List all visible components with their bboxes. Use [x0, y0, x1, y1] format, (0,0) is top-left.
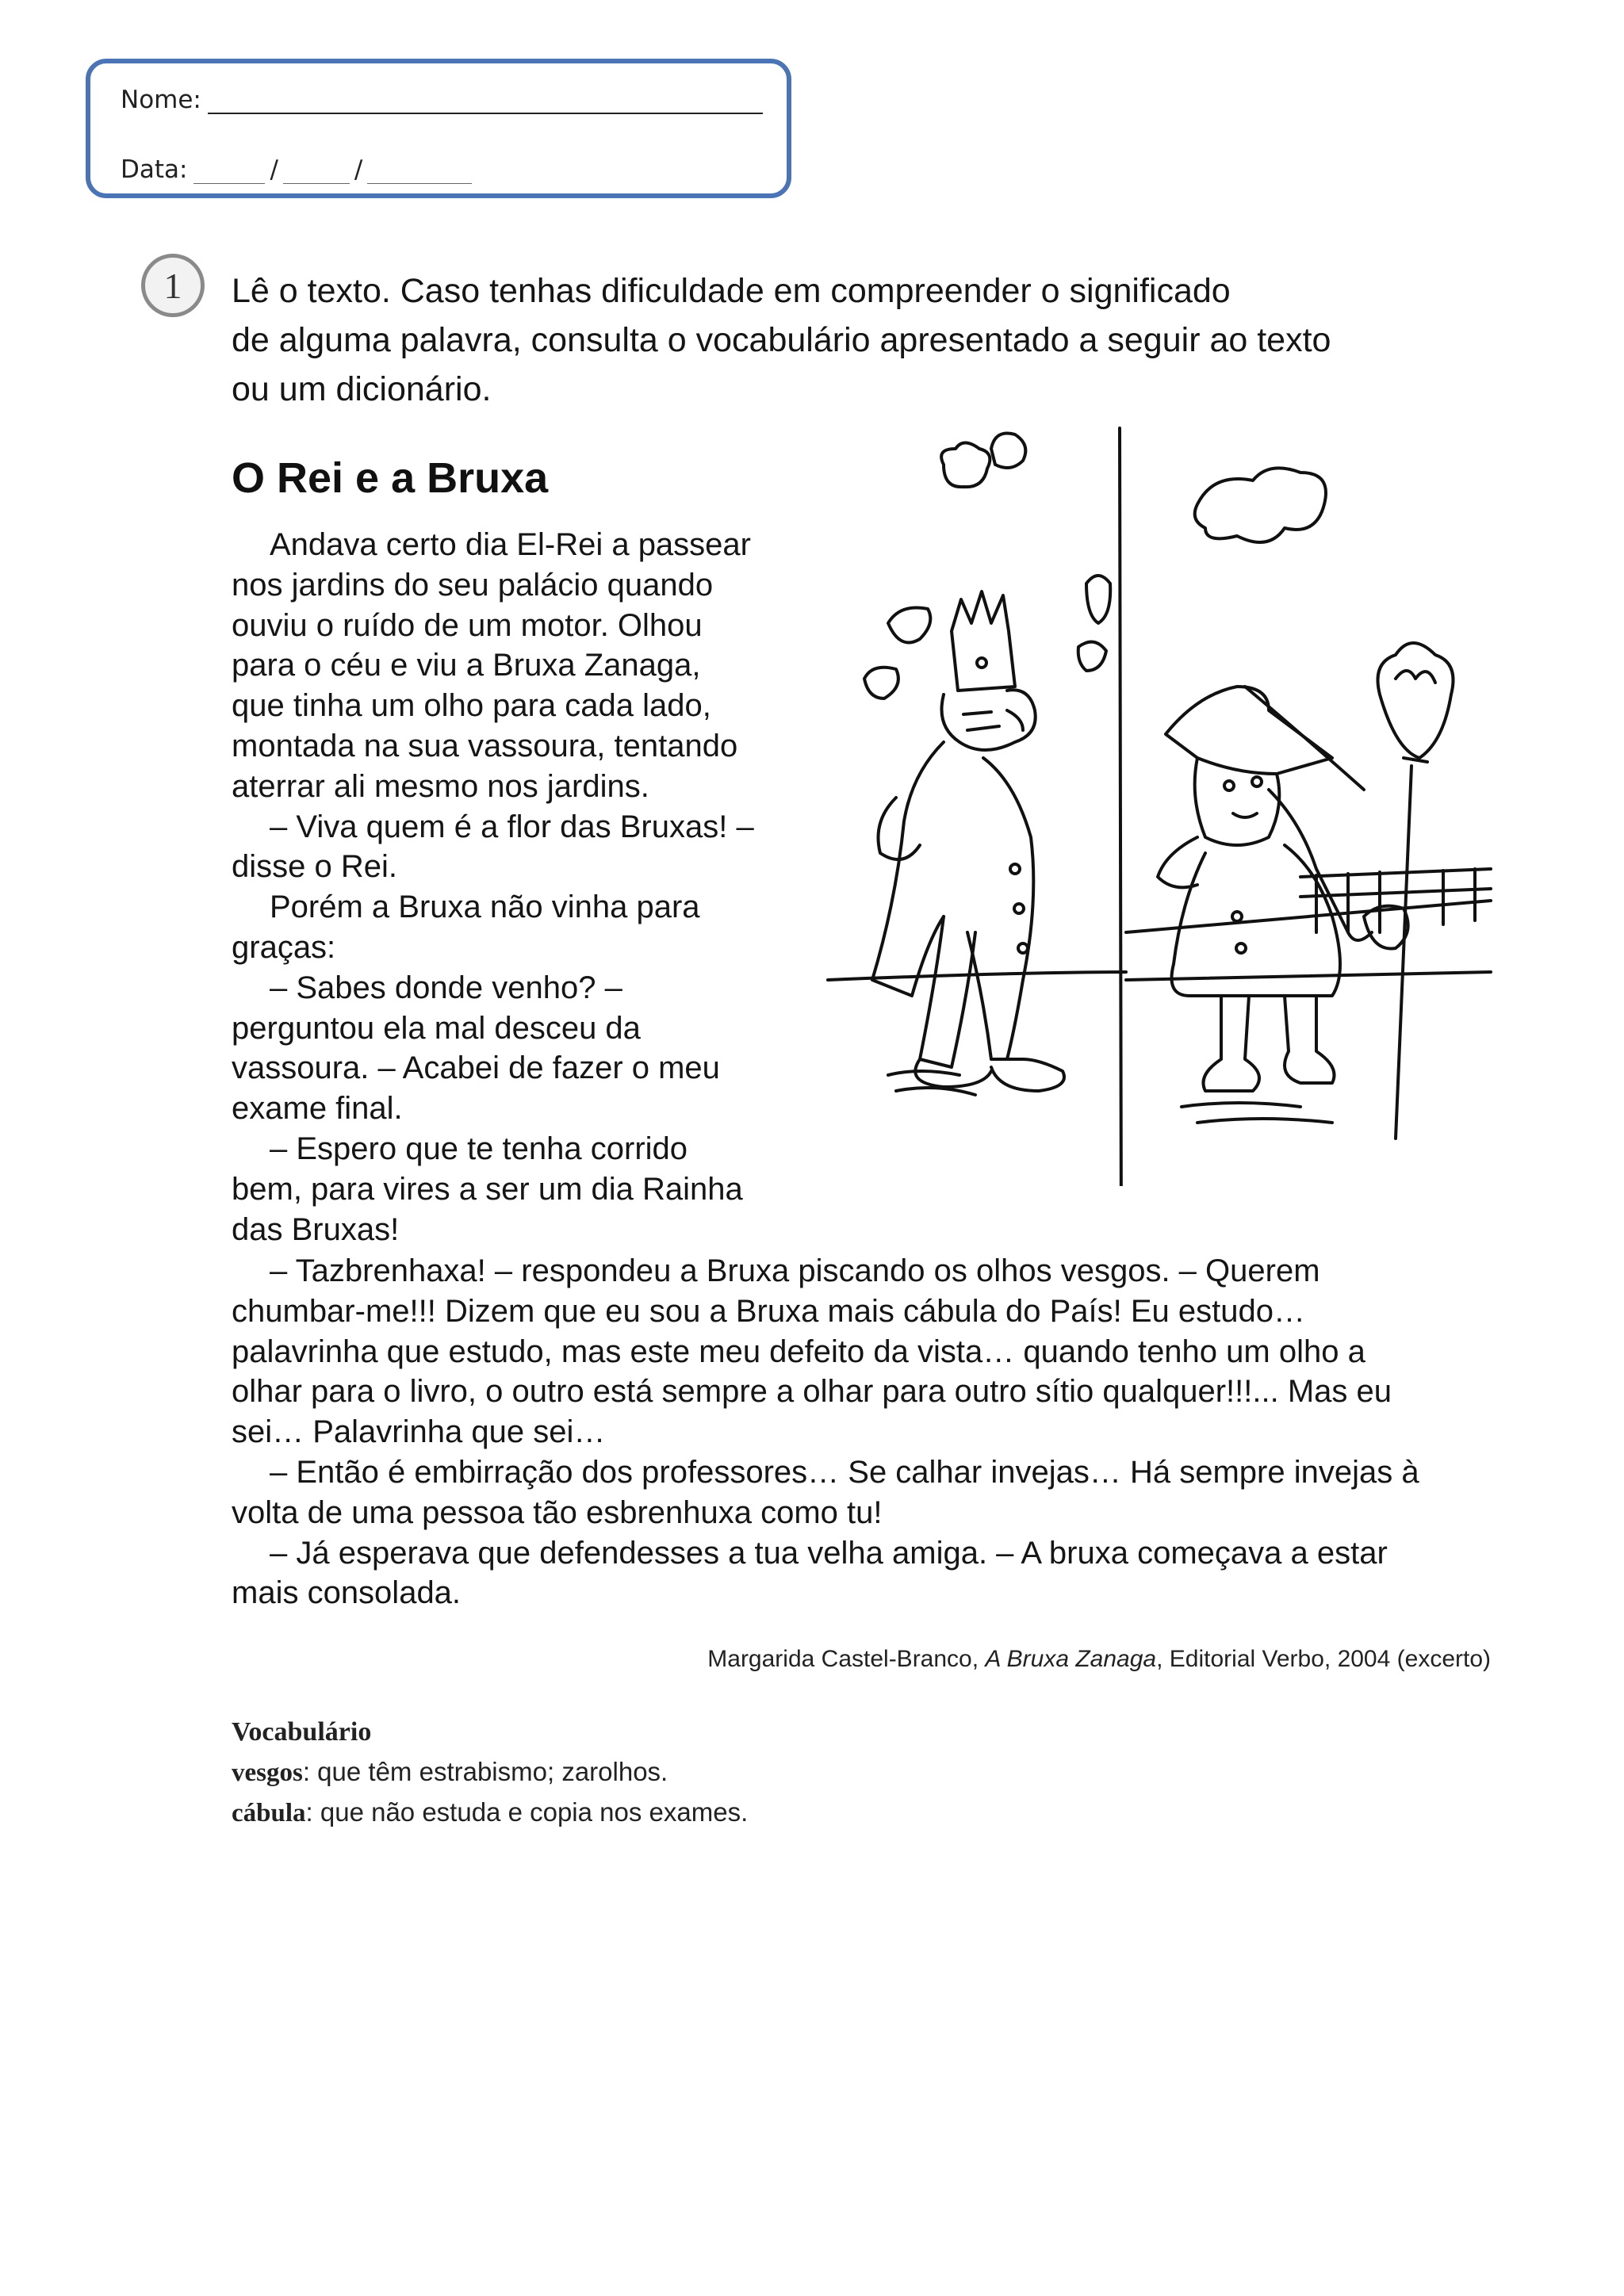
source-publisher: , Editorial Verbo, 2004 (excerto) — [1156, 1646, 1491, 1672]
story-line: para o céu e viu a Bruxa Zanaga, — [232, 648, 701, 683]
question-instruction — [232, 266, 1500, 414]
story-line: das Bruxas! — [232, 1211, 400, 1247]
story-line: vassoura. – Acabei de fazer o meu — [232, 1050, 720, 1086]
vocabulary-definition: : que não estuda e copia nos exames. — [305, 1797, 749, 1827]
king-and-witch-illustration — [825, 425, 1499, 1186]
story-line: – Então é embirração dos professores… Se calhar invejas… Há sempre invejas à — [270, 1454, 1419, 1490]
story-text-narrow — [232, 525, 834, 1249]
vocabulary-definition: : que têm estrabismo; zarolhos. — [302, 1757, 668, 1786]
story-line: que tinha um olho para cada lado, — [232, 688, 711, 724]
instruction-line: ou um dicionário. — [232, 370, 492, 408]
instruction-line: Lê o texto. Caso tenhas dificuldade em compreender o significado — [232, 272, 1231, 310]
story-line: sei… Palavrinha que sei… — [232, 1414, 606, 1450]
name-row — [121, 86, 763, 114]
story-line: Andava certo dia El-Rei a passear — [270, 527, 751, 562]
story-line: olhar para o livro, o outro está sempre a olhar para outro sítio qualquer!!!... Mas eu — [232, 1374, 1392, 1410]
source-author: Margarida Castel-Branco, — [707, 1646, 986, 1672]
vocabulary-term: cábula — [232, 1799, 306, 1827]
story-line: – Já esperava que defendesses a tua velha amiga. – A bruxa começava a estar — [270, 1535, 1388, 1571]
name-label: Nome: — [121, 86, 201, 114]
instruction-line: de alguma palavra, consulta o vocabulário apresentado a seguir ao texto — [232, 321, 1331, 359]
story-line: exame final. — [232, 1091, 403, 1127]
story-line: nos jardins do seu palácio quando — [232, 567, 714, 603]
story-line: bem, para vires a ser um dia Rainha — [232, 1171, 743, 1207]
story-line: volta de uma pessoa tão esbrenhuxa como tu! — [232, 1494, 883, 1530]
story-line: – Espero que te tenha corrido — [270, 1131, 688, 1166]
vocabulary-term: vesgos — [232, 1758, 303, 1787]
story-line: – Viva quem é a flor das Bruxas! – — [270, 809, 754, 844]
story-line: graças: — [232, 929, 336, 965]
story-text-wide — [232, 1251, 1500, 1613]
date-day-line[interactable] — [193, 161, 265, 184]
story-line: – Tazbrenhaxa! – respondeu a Bruxa piscando os olhos vesgos. – Querem — [270, 1253, 1320, 1288]
story-line: Porém a Bruxa não vinha para — [270, 890, 700, 925]
date-month-line[interactable] — [283, 161, 350, 184]
date-row — [121, 155, 472, 184]
story-line: mais consolada. — [232, 1575, 462, 1611]
vocabulary-entry — [232, 1752, 748, 1793]
story-line: perguntou ela mal desceu da — [232, 1010, 641, 1046]
story-line: ouviu o ruído de um motor. Olhou — [232, 607, 703, 643]
source-book-title: A Bruxa Zanaga — [985, 1646, 1157, 1672]
story-line: disse o Rei. — [232, 849, 397, 885]
story-line: palavrinha que estudo, mas este meu defeito da vista… quando tenho um olho a — [232, 1334, 1365, 1369]
date-slash-1: / — [270, 155, 278, 184]
story-source — [232, 1646, 1491, 1673]
story-title: O Rei e a Bruxa — [232, 454, 549, 502]
story-line: – Sabes donde venho? – — [270, 970, 622, 1005]
vocabulary-entry — [232, 1793, 748, 1833]
name-field-line[interactable] — [208, 89, 763, 114]
story-line: chumbar-me!!! Dizem que eu sou a Bruxa mais cábula do País! Eu estudo… — [232, 1293, 1306, 1329]
date-label: Data: — [121, 155, 188, 184]
date-year-line[interactable] — [367, 161, 472, 184]
question-number-badge: 1 — [141, 254, 205, 317]
story-line: montada na sua vassoura, tentando — [232, 728, 738, 763]
vocabulary-section — [232, 1712, 748, 1833]
date-slash-2: / — [354, 155, 363, 184]
student-info-box — [86, 59, 791, 198]
vocabulary-heading: Vocabulário — [232, 1717, 372, 1747]
story-line: aterrar ali mesmo nos jardins. — [232, 768, 649, 804]
